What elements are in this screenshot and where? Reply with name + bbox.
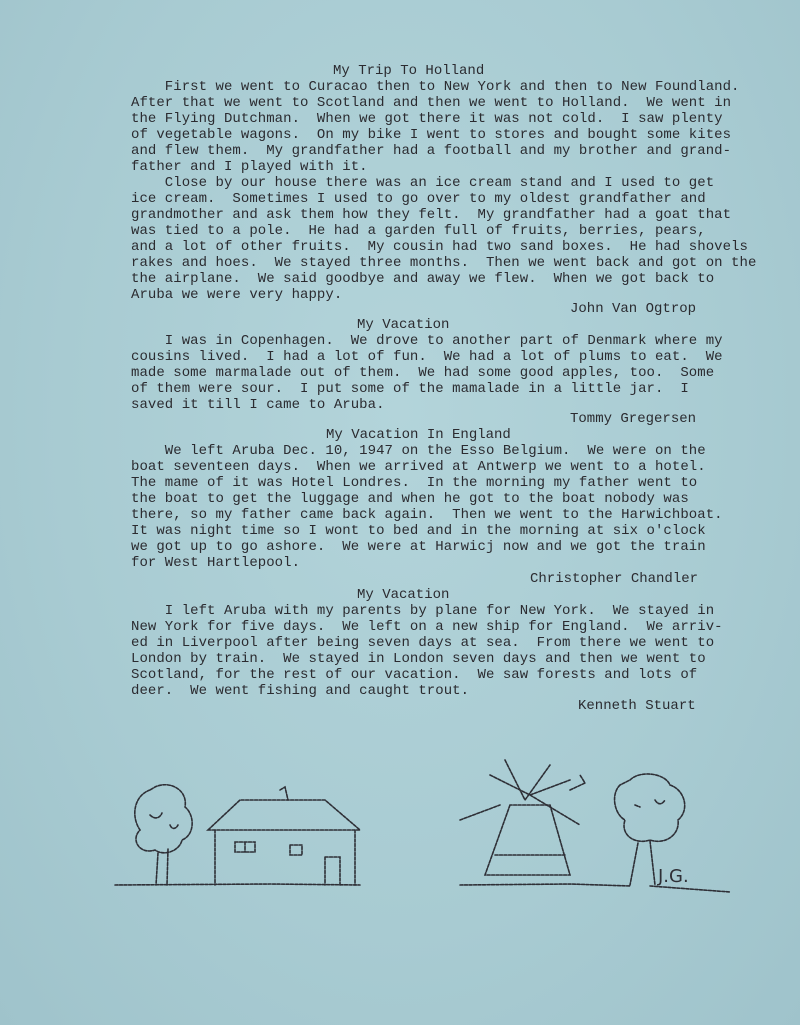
story-title: My Trip To Holland (333, 63, 485, 79)
story-line: the Flying Dutchman. When we got there it was not cold. I saw plenty (131, 111, 723, 127)
story-author: John Van Ogtrop (570, 301, 697, 317)
story-line: father and I played with it. (131, 159, 368, 175)
story-line: Close by our house there was an ice cream stand and I used to get (131, 175, 715, 191)
story-line: I was in Copenhagen. We drove to another part of Denmark where my (131, 333, 723, 349)
story-line: It was night time so I wont to bed and in the morning at six o'clock (131, 523, 706, 539)
story-line: cousins lived. I had a lot of fun. We had a lot of plums to eat. We (131, 349, 723, 365)
story-line: the boat to get the luggage and when he got to the boat nobody was (131, 491, 689, 507)
story-line: of vegetable wagons. On my bike I went to stores and bought some kites (131, 127, 732, 143)
story-author: Kenneth Stuart (578, 698, 696, 714)
story-line: ice cream. Sometimes I used to go over to my oldest grandfather and (131, 191, 706, 207)
story-line: Scotland, for the rest of our vacation. We saw forests and lots of (131, 667, 698, 683)
hand-drawn-illustration (110, 745, 750, 905)
tree-left-icon (135, 785, 192, 885)
story-line: and a lot of other fruits. My cousin had two sand boxes. He had shovels (131, 239, 748, 255)
story-line: After that we went to Scotland and then we went to Holland. We went in (131, 95, 732, 111)
story-line: First we went to Curacao then to New York and then to New Foundland. (131, 79, 740, 95)
story-line: we got up to go ashore. We were at Harwicj now and we got the train (131, 539, 706, 555)
ground-line-left (115, 884, 360, 885)
story-line: rakes and hoes. We stayed three months. Then we went back and got on the (131, 255, 757, 271)
story-line: deer. We went fishing and caught trout. (131, 683, 470, 699)
story-line: The mame of it was Hotel Londres. In the morning my father went to (131, 475, 698, 491)
story-line: for West Hartlepool. (131, 555, 301, 571)
house-icon (208, 787, 360, 885)
story-title: My Vacation In England (326, 427, 511, 443)
story-line: of them were sour. I put some of the mamalade in a little jar. I (131, 381, 689, 397)
story-line: ed in Liverpool after being seven days at sea. From there we went to (131, 635, 715, 651)
story-line: was tied to a pole. He had a garden full of fruits, berries, pears, (131, 223, 706, 239)
story-line: New York for five days. We left on a new ship for England. We arriv- (131, 619, 723, 635)
story-line: Aruba we were very happy. (131, 287, 343, 303)
story-title: My Vacation (357, 587, 450, 603)
story-line: the airplane. We said goodbye and away we flew. When we got back to (131, 271, 715, 287)
story-line: I left Aruba with my parents by plane for New York. We stayed in (131, 603, 715, 619)
story-line: We left Aruba Dec. 10, 1947 on the Esso Belgium. We were on the (131, 443, 706, 459)
story-line: and flew them. My grandfather had a football and my brother and grand- (131, 143, 732, 159)
story-line: London by train. We stayed in London seven days and then we went to (131, 651, 706, 667)
story-line: there, so my father came back again. Then we went to the Harwichboat. (131, 507, 723, 523)
windmill-icon (460, 760, 585, 875)
story-title: My Vacation (357, 317, 450, 333)
story-line: grandmother and ask them how they felt. My grandfather had a goat that (131, 207, 732, 223)
story-author: Christopher Chandler (530, 571, 699, 587)
artist-initials: J.G. (658, 866, 689, 887)
story-author: Tommy Gregersen (570, 411, 697, 427)
story-line: boat seventeen days. When we arrived at Antwerp we went to a hotel. (131, 459, 706, 475)
ground-line-right (460, 884, 630, 886)
story-line: made some marmalade out of them. We had some good apples, too. Some (131, 365, 715, 381)
story-line: saved it till I came to Aruba. (131, 397, 385, 413)
